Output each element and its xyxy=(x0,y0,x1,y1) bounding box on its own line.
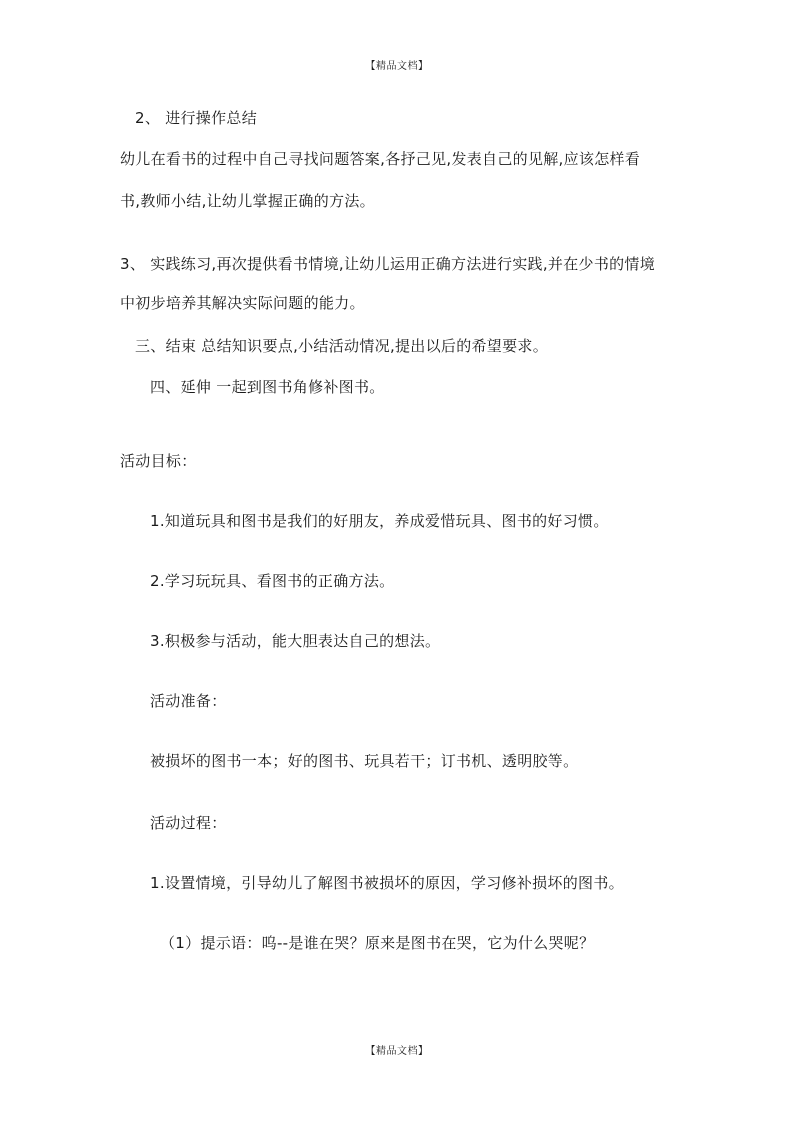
goals-title: 活动目标： xyxy=(120,452,197,470)
paragraph-line: 幼儿在看书的过程中自己寻找问题答案,各抒己见,发表自己的见解,应该怎样看 xyxy=(120,150,641,168)
step-3-line: 3、 实践练习,再次提供看书情境,让幼儿运用正确方法进行实践,并在少书的情境 xyxy=(120,255,656,273)
paragraph-line: 书,教师小结,让幼儿掌握正确的方法。 xyxy=(120,192,375,210)
paragraph-line: 中初步培养其解决实际问题的能力。 xyxy=(120,294,365,312)
section-extension-line: 四、延伸 一起到图书角修补图书。 xyxy=(150,378,385,396)
process-title: 活动过程： xyxy=(150,814,227,832)
process-substep: （1）提示语：呜--是谁在哭？原来是图书在哭，它为什么哭呢？ xyxy=(160,934,595,952)
section-end-line: 三、结束 总结知识要点,小结活动情况,提出以后的希望要求。 xyxy=(135,337,549,355)
process-step: 1.设置情境，引导幼儿了解图书被损坏的原因，学习修补损坏的图书。 xyxy=(150,874,624,892)
preparation-title: 活动准备： xyxy=(150,692,227,710)
goal-item: 3.积极参与活动，能大胆表达自己的想法。 xyxy=(150,632,441,650)
preparation-text: 被损坏的图书一本；好的图书、玩具若干；订书机、透明胶等。 xyxy=(150,752,579,770)
page-header: 【精品文档】 xyxy=(365,61,429,72)
goal-item: 1.知道玩具和图书是我们的好朋友，养成爱惜玩具、图书的好习惯。 xyxy=(150,512,609,530)
goal-item: 2.学习玩玩具、看图书的正确方法。 xyxy=(150,572,395,590)
page-footer: 【精品文档】 xyxy=(365,1046,429,1057)
step-2-heading: 2、 进行操作总结 xyxy=(135,109,258,127)
